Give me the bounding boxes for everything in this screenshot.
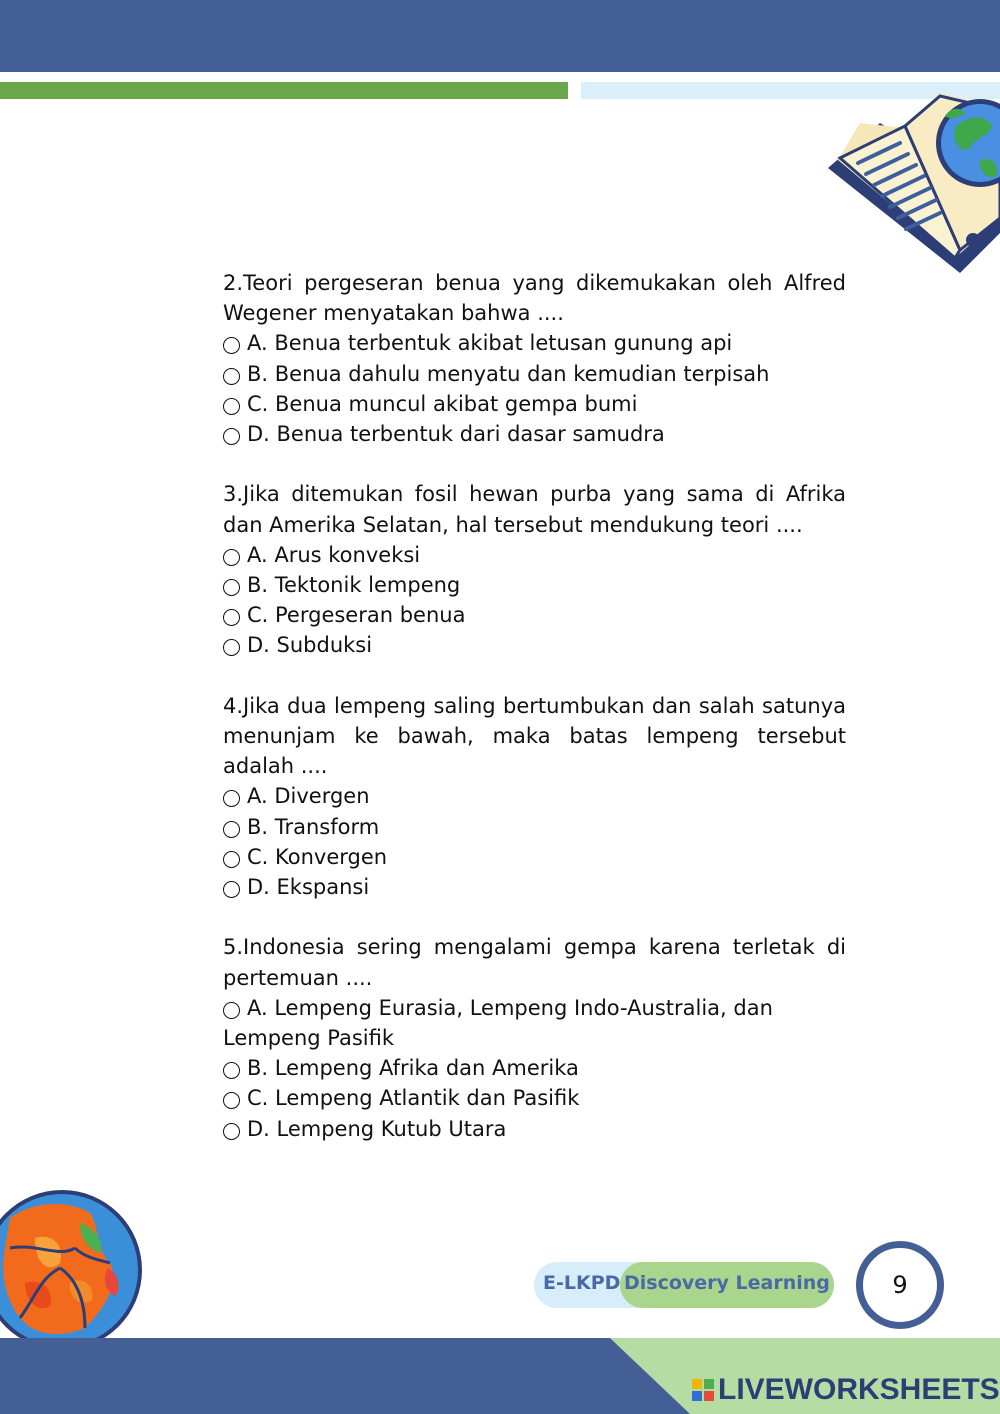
liveworksheets-logo[interactable]	[692, 1373, 1000, 1407]
option-label: B. Transform	[247, 814, 380, 839]
radio-button[interactable]	[223, 368, 240, 385]
option-label: A. Benua terbentuk akibat letusan gunung api	[247, 331, 733, 356]
option-label: C. Konvergen	[247, 844, 388, 869]
question-item	[223, 268, 846, 449]
answer-option[interactable]	[223, 540, 846, 570]
answer-option[interactable]	[223, 1053, 846, 1083]
radio-button[interactable]	[223, 1062, 240, 1079]
option-label: B. Tektonik lempeng	[247, 573, 461, 598]
question-text: 4.Jika dua lempeng saling bertumbukan dan salah satunya menunjam ke bawah, maka batas lempeng tersebut adalah ....	[223, 693, 846, 779]
question-text: 2.Teori pergeseran benua yang dikemukakan oleh Alfred Wegener menyatakan bahwa ....	[223, 271, 846, 326]
option-label: A. Lempeng Eurasia, Lempeng Indo-Australia, dan Lempeng Pasifik	[223, 995, 773, 1051]
radio-button[interactable]	[223, 821, 240, 838]
radio-button[interactable]	[223, 851, 240, 868]
option-label: D. Benua terbentuk dari dasar samudra	[247, 422, 665, 447]
question-text: 3.Jika ditemukan fosil hewan purba yang sama di Afrika dan Amerika Selatan, hal tersebut mendukung teori ....	[223, 482, 846, 537]
option-label: B. Lempeng Afrika dan Amerika	[247, 1056, 579, 1081]
answer-option[interactable]	[223, 842, 846, 872]
option-label: D. Ekspansi	[247, 875, 370, 900]
radio-button[interactable]	[223, 790, 240, 807]
radio-button[interactable]	[223, 398, 240, 415]
question-item	[223, 479, 846, 660]
liveworksheets-grid-icon	[692, 1379, 714, 1401]
answer-option[interactable]	[223, 359, 846, 389]
answer-option[interactable]	[223, 630, 846, 660]
top-header-bar	[0, 0, 1000, 72]
option-label: B. Benua dahulu menyatu dan kemudian terpisah	[247, 361, 770, 386]
option-label: C. Pergeseran benua	[247, 603, 466, 628]
answer-option[interactable]	[223, 389, 846, 419]
liveworksheets-brand-text: LIVEWORKSHEETS	[718, 1373, 1000, 1406]
radio-button[interactable]	[223, 639, 240, 656]
answer-option[interactable]	[223, 812, 846, 842]
answer-option[interactable]	[223, 419, 846, 449]
answer-option[interactable]	[223, 1083, 846, 1113]
answer-option[interactable]	[223, 600, 846, 630]
green-accent-strip	[0, 82, 568, 99]
question-item	[223, 691, 846, 902]
radio-button[interactable]	[223, 579, 240, 596]
answer-option[interactable]	[223, 328, 846, 358]
answer-option[interactable]	[223, 781, 846, 811]
option-label: A. Divergen	[247, 784, 370, 809]
option-label: D. Subduksi	[247, 633, 373, 658]
answer-option[interactable]	[223, 570, 846, 600]
answer-option[interactable]	[223, 1114, 846, 1144]
page-number-text: 9	[892, 1271, 908, 1299]
option-label: D. Lempeng Kutub Utara	[247, 1116, 507, 1141]
question-item	[223, 932, 846, 1143]
radio-button[interactable]	[223, 428, 240, 445]
radio-button[interactable]	[223, 1123, 240, 1140]
option-label: A. Arus konveksi	[247, 542, 421, 567]
radio-button[interactable]	[223, 337, 240, 354]
globe-tectonic-icon	[0, 1188, 145, 1353]
footer-label-elkpd: E-LKPD	[543, 1272, 621, 1294]
question-text: 5.Indonesia sering mengalami gempa karena terletak di pertemuan ....	[223, 935, 846, 990]
radio-button[interactable]	[223, 609, 240, 626]
page-number	[856, 1241, 944, 1329]
answer-option[interactable]	[223, 872, 846, 902]
footer-label-discovery: Discovery Learning	[624, 1272, 830, 1294]
radio-button[interactable]	[223, 1092, 240, 1109]
open-book-globe-icon	[820, 68, 1000, 283]
radio-button[interactable]	[223, 881, 240, 898]
radio-button[interactable]	[223, 549, 240, 566]
answer-option[interactable]	[223, 993, 846, 1053]
option-label: C. Benua muncul akibat gempa bumi	[247, 391, 638, 416]
option-label: C. Lempeng Atlantik dan Pasifik	[247, 1086, 580, 1111]
question-list	[223, 268, 846, 1174]
radio-button[interactable]	[223, 1002, 240, 1019]
